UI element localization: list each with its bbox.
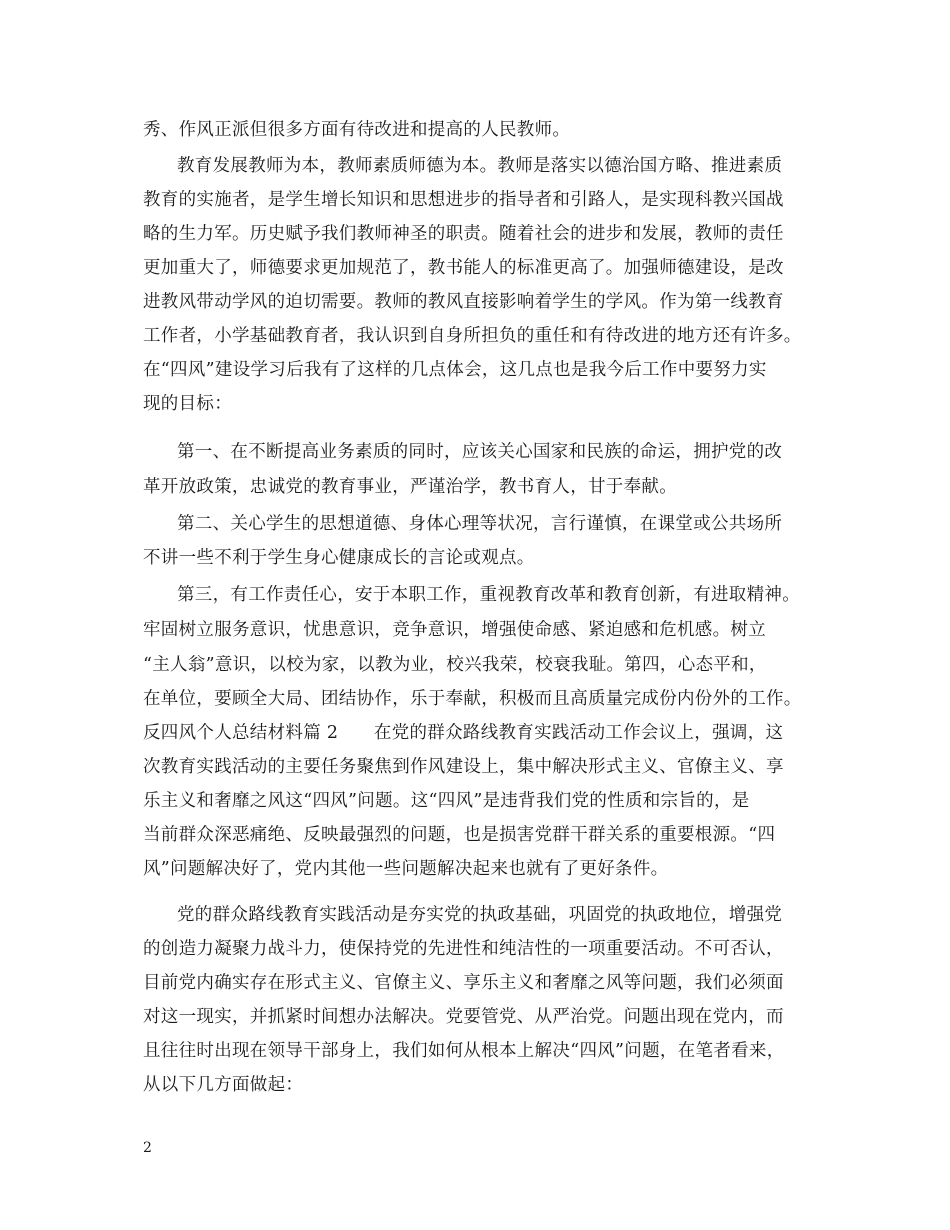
text-line: 的创造力凝聚力战斗力，使保持党的先进性和纯洁性的一项重要活动。不可否认， [143, 939, 784, 959]
text-line: 当前群众深恶痛绝、反映最强烈的问题，也是损害党群干群关系的重要根源。“四 [143, 825, 776, 845]
text-line: 在“四风”建设学习后我有了这样的几点体会，这几点也是我今后工作中要努力实 [143, 360, 767, 380]
text-line: 反四风个人总结材料篇 2 在党的群众路线教育实践活动工作会议上，强调，这 [143, 723, 784, 743]
text-line: 教育的实施者，是学生增长知识和思想进步的指导者和引路人，是实现科教兴国战 [143, 190, 784, 210]
paragraph-start-line: 第二、关心学生的思想道德、身体心理等状况，言行谨慎，在课堂或公共场所 [177, 514, 783, 534]
paragraph-start-line: 第一、在不断提高业务素质的同时，应该关心国家和民族的命运，拥护党的改 [177, 442, 783, 462]
page-number: 2 [143, 1140, 152, 1156]
text-line: 更加重大了，师德要求更加规范了，教书能人的标准更高了。加强师德建设，是改 [143, 258, 784, 278]
text-line: 在单位，要顾全大局、团结协作，乐于奉献，积极而且高质量完成份内份外的工作。 [143, 689, 802, 709]
text-line: 略的生力军。历史赋予我们教师神圣的职责。随着社会的进步和发展，教师的责任 [143, 224, 784, 244]
text-line: 对这一现实，并抓紧时间想办法解决。党要管党、从严治党。问题出现在党内，而 [143, 1007, 784, 1027]
text-line: 次教育实践活动的主要任务聚焦到作风建设上，集中解决形式主义、官僚主义、享 [143, 757, 784, 777]
text-line: 不讲一些不利于学生身心健康成长的言论或观点。 [143, 548, 535, 568]
text-line: 风”问题解决好了，党内其他一些问题解决起来也就有了更好条件。 [143, 859, 669, 879]
text-line: “主人翁”意识，以校为家，以教为业，校兴我荣，校衰我耻。第四，心态平和， [143, 655, 767, 675]
text-line: 工作者，小学基础教育者，我认识到自身所担负的重任和有待改进的地方还有许多。 [143, 326, 802, 346]
text-line: 进教风带动学风的迫切需要。教师的教风直接影响着学生的学风。作为第一线教育 [143, 292, 784, 312]
text-line: 且往往时出现在领导干部身上，我们如何从根本上解决“四风”问题，在笔者看来， [143, 1041, 785, 1061]
text-line: 从以下几方面做起： [143, 1075, 304, 1095]
text-line: 牢固树立服务意识，忧患意识，竞争意识，增强使命感、紧迫感和危机感。树立 [143, 620, 766, 640]
paragraph-start-line: 第三，有工作责任心，安于本职工作，重视教育改革和教育创新，有进取精神。 [177, 585, 800, 605]
text-line: 目前党内确实存在形式主义、官僚主义、享乐主义和奢靡之风等问题，我们必须面 [143, 973, 784, 993]
text-line: 乐主义和奢靡之风这“四风”问题。这“四风”是违背我们党的性质和宗旨的，是 [143, 791, 750, 811]
text-line: 现的目标： [143, 394, 232, 414]
paragraph-start-line: 教育发展教师为本，教师素质师德为本。教师是落实以德治国方略、推进素质 [177, 156, 783, 176]
text-line: 秀、作风正派但很多方面有待改进和提高的人民教师。 [143, 120, 571, 140]
paragraph-start-line: 党的群众路线教育实践活动是夯实党的执政基础，巩固党的执政地位，增强党 [177, 905, 783, 925]
text-line: 革开放政策，忠诚党的教育事业，严谨治学，教书育人，甘于奉献。 [143, 477, 677, 497]
